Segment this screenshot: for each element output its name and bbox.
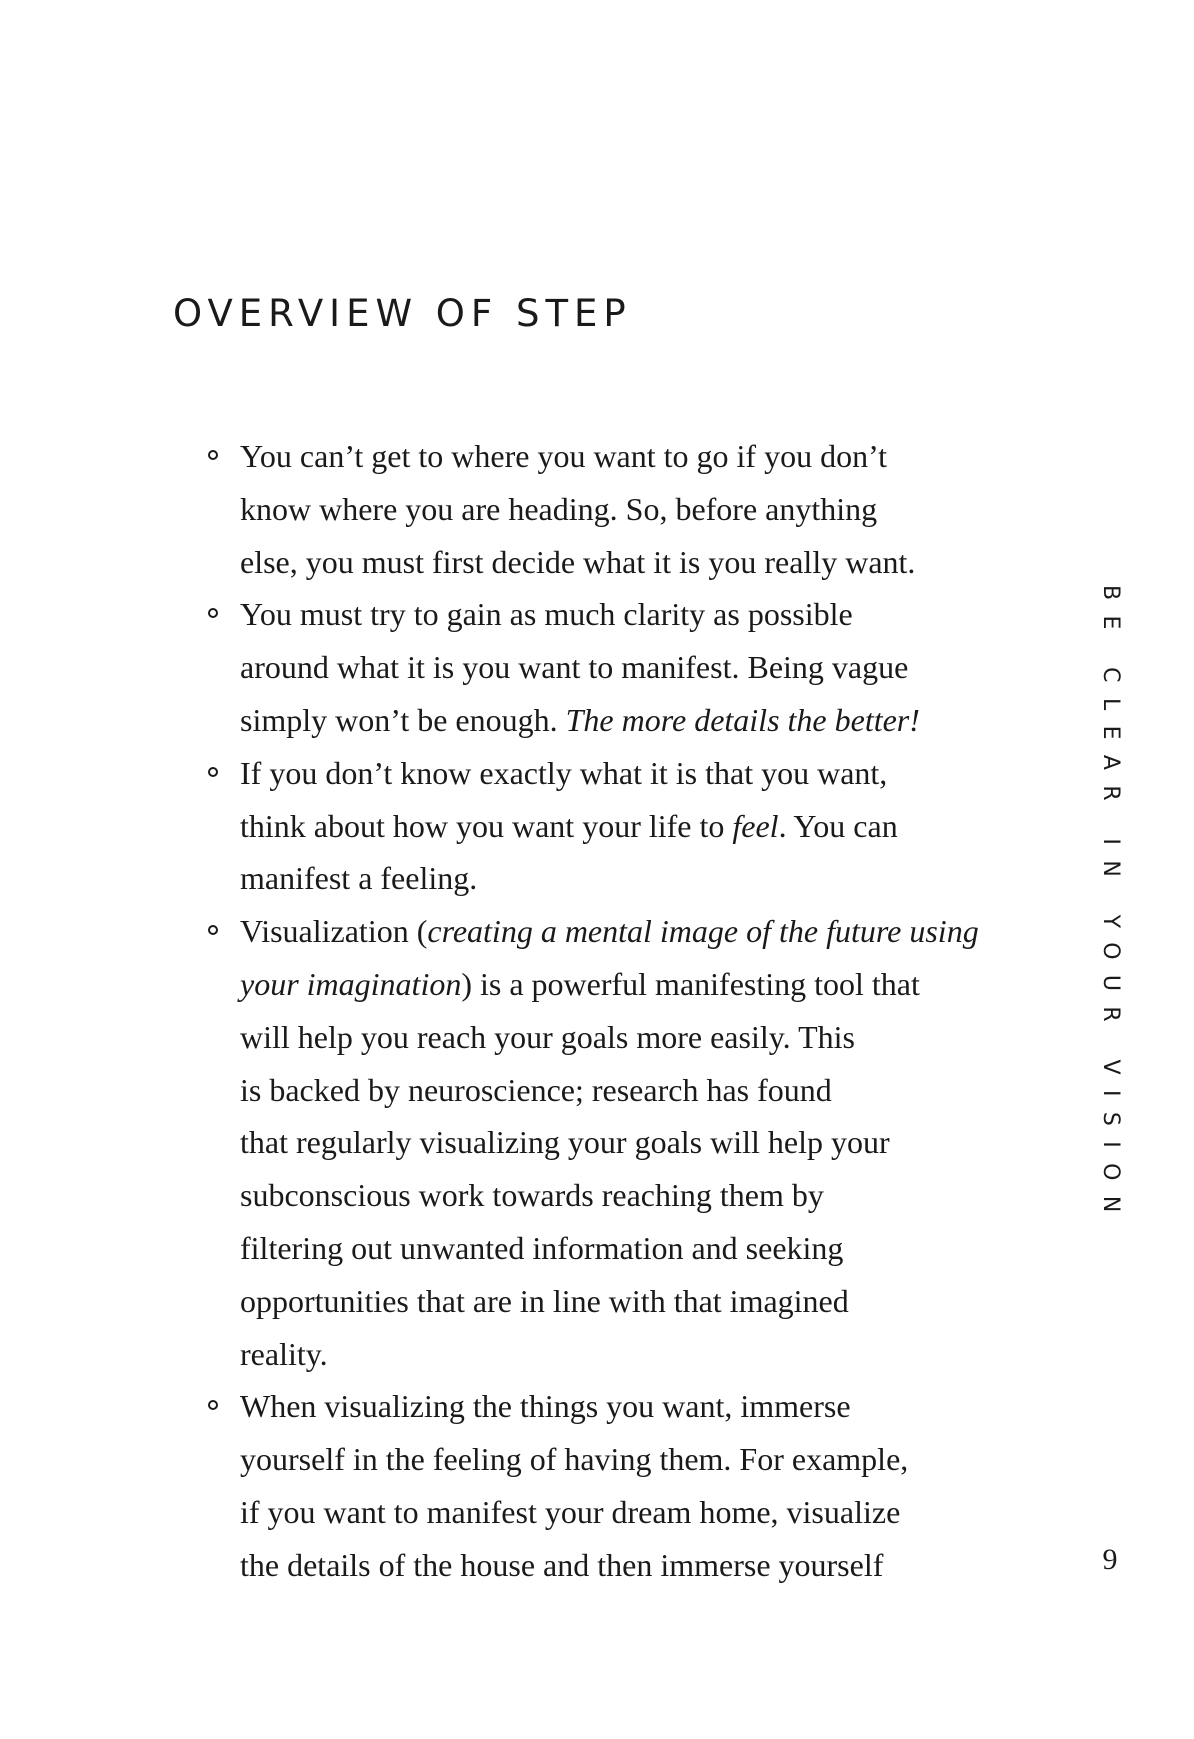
text-segment: know where you are heading. So, before anything bbox=[240, 490, 878, 527]
text-segment: ) is a powerful manifesting tool that bbox=[461, 965, 920, 1002]
text-line bbox=[240, 1169, 988, 1222]
text-line bbox=[240, 641, 988, 694]
text-segment: around what it is you want to manifest. Being vague bbox=[240, 649, 909, 686]
text-segment: else, you must first decide what it is you really want. bbox=[240, 543, 916, 580]
text-line bbox=[240, 1539, 988, 1592]
text-line bbox=[240, 800, 988, 853]
italic-text: The more details the better! bbox=[565, 701, 920, 738]
text-line bbox=[240, 852, 988, 905]
text-segment: will help you reach your goals more easily. This bbox=[240, 1018, 855, 1055]
italic-text: feel bbox=[732, 807, 779, 844]
text-line bbox=[240, 1222, 988, 1275]
text-line bbox=[240, 1116, 988, 1169]
text-line bbox=[240, 430, 988, 483]
text-segment: simply won’t be enough. bbox=[240, 701, 566, 738]
bullet-item bbox=[208, 747, 988, 905]
text-segment: opportunities that are in line with that imagined bbox=[240, 1282, 849, 1319]
page-number: 9 bbox=[1102, 1543, 1118, 1576]
circle-bullet-icon bbox=[208, 1400, 218, 1410]
text-line bbox=[240, 958, 988, 1011]
text-segment: You can’t get to where you want to go if you don’t bbox=[240, 438, 888, 474]
text-line bbox=[240, 536, 988, 589]
bullet-item bbox=[208, 430, 988, 588]
text-segment: think about how you want your life to bbox=[240, 807, 733, 844]
text-line bbox=[240, 1064, 988, 1117]
text-line bbox=[240, 1011, 988, 1064]
text-line bbox=[240, 588, 988, 641]
bullet-item bbox=[208, 905, 988, 1380]
text-line bbox=[240, 1486, 988, 1539]
text-segment: subconscious work towards reaching them by bbox=[240, 1177, 824, 1214]
text-line bbox=[240, 905, 988, 958]
text-line bbox=[240, 694, 988, 747]
circle-bullet-icon bbox=[208, 450, 218, 460]
text-segment: yourself in the feeling of having them. For example, bbox=[240, 1441, 909, 1478]
text-segment: If you don’t know exactly what it is that you want, bbox=[240, 754, 888, 791]
text-segment: reality. bbox=[240, 1335, 328, 1372]
text-line bbox=[240, 747, 988, 800]
text-segment: You must try to gain as much clarity as possible bbox=[240, 596, 853, 633]
text-segment: When visualizing the things you want, immerse bbox=[240, 1388, 851, 1425]
text-segment: filtering out unwanted information and seeking bbox=[240, 1229, 844, 1266]
text-line bbox=[240, 1433, 988, 1486]
italic-text: your imagination bbox=[240, 965, 462, 1002]
text-line bbox=[240, 1328, 988, 1381]
text-line bbox=[240, 1275, 988, 1328]
section-heading: OVERVIEW OF STEP bbox=[173, 292, 632, 335]
italic-text: creating a mental image of the future using bbox=[427, 913, 979, 950]
text-segment: if you want to manifest your dream home, visualize bbox=[240, 1493, 901, 1530]
text-segment: manifest a feeling. bbox=[240, 860, 478, 897]
circle-bullet-icon bbox=[208, 925, 218, 935]
text-line bbox=[240, 1380, 988, 1433]
running-head: BE CLEAR IN YOUR VISION bbox=[1098, 585, 1123, 1228]
text-line bbox=[240, 483, 988, 536]
bullet-item bbox=[208, 1380, 988, 1591]
text-segment: is backed by neuroscience; research has found bbox=[240, 1071, 832, 1108]
text-segment: the details of the house and then immerse yourself bbox=[240, 1546, 884, 1583]
circle-bullet-icon bbox=[208, 767, 218, 777]
text-segment: that regularly visualizing your goals will help your bbox=[240, 1124, 890, 1161]
bullet-list bbox=[208, 430, 988, 1592]
text-segment: Visualization ( bbox=[240, 913, 428, 950]
bullet-item bbox=[208, 588, 988, 746]
circle-bullet-icon bbox=[208, 608, 218, 618]
text-segment: . You can bbox=[778, 807, 898, 844]
